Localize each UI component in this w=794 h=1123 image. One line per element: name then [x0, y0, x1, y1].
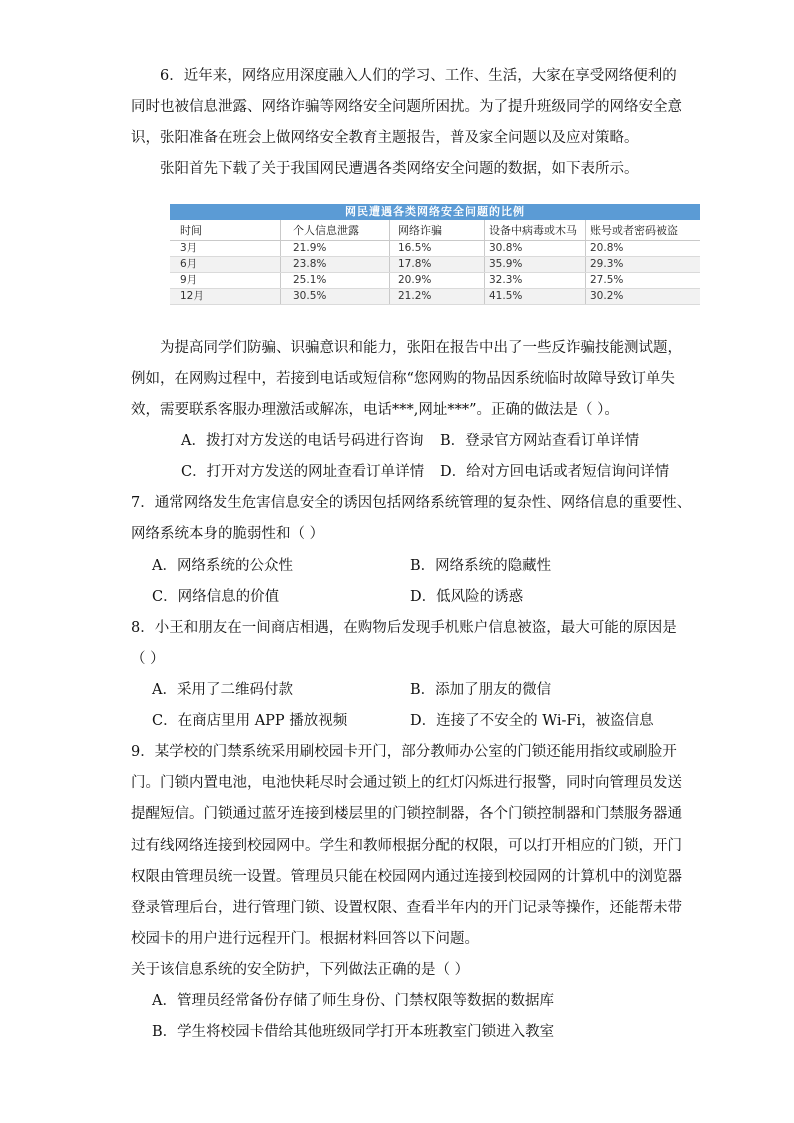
q6-option-b: B．登录官方网站查看订单详情	[440, 433, 640, 449]
table-header-row	[170, 220, 700, 241]
table-header-cell: 个人信息泄露	[281, 220, 390, 241]
table-header-cell: 时间	[170, 220, 281, 241]
q8-option-b: B．添加了朋友的微信	[410, 682, 552, 698]
q8-option-a: A．采用了二维码付款	[152, 682, 293, 698]
security-issue-table	[170, 204, 700, 305]
q9-option-a: A．管理员经常备份存储了师生身份、门禁权限等数据的数据库	[152, 993, 554, 1009]
table-cell: 30.8%	[485, 241, 586, 257]
q9-line-5: 权限由管理员统一设置。管理员只能在校园网内通过连接到校园网的计算机中的浏览器	[131, 869, 682, 885]
q6-subquestion-line-1: 为提高同学们防骗、识骗意识和能力，张阳在报告中出了一些反诈骗技能测试题，	[160, 340, 682, 356]
table-cell: 25.1%	[281, 273, 390, 289]
table-cell: 23.8%	[281, 257, 390, 273]
q9-line-4: 过有线网络连接到校园网中。学生和教师根据分配的权限，可以打开相应的门锁，开门	[131, 838, 682, 854]
table-cell: 6月	[170, 257, 281, 273]
table-row	[170, 241, 700, 257]
table-cell: 41.5%	[485, 289, 586, 305]
table-cell: 32.3%	[485, 273, 586, 289]
q9-line-1: 9．某学校的门禁系统采用刷校园卡开门，部分教师办公室的门锁还能用指纹或刷脸开	[131, 744, 677, 760]
q7-option-c: C．网络信息的价值	[152, 589, 280, 605]
table-cell: 17.8%	[390, 257, 485, 273]
q6-option-d: D．给对方回电话或者短信询问详情	[440, 464, 670, 480]
q7-option-a: A．网络系统的公众性	[152, 558, 293, 574]
table-cell: 21.2%	[390, 289, 485, 305]
q8-line-2: （ ）	[131, 651, 165, 667]
table-header-cell: 账号或者密码被盗	[586, 220, 701, 241]
q7-option-d: D．低风险的诱惑	[410, 589, 524, 605]
q8-option-c: C．在商店里用 APP 播放视频	[152, 713, 348, 729]
q7-line-2: 网络系统本身的脆弱性和（ ）	[131, 526, 325, 542]
q6-subquestion-line-3: 效，需要联系客服办理激活或解冻，电话***,网址***”。正确的做法是（ ）。	[131, 402, 619, 418]
q8-line-1: 8．小王和朋友在一间商店相遇，在购物后发现手机账户信息被盗，最大可能的原因是	[131, 620, 677, 636]
table-cell: 3月	[170, 241, 281, 257]
table-cell: 12月	[170, 289, 281, 305]
table-cell: 9月	[170, 273, 281, 289]
table-cell: 20.8%	[586, 241, 701, 257]
q6-line-1: 6．近年来，网络应用深度融入人们的学习、工作、生活，大家在享受网络便利的	[160, 68, 677, 84]
table-cell: 27.5%	[586, 273, 701, 289]
table-row	[170, 273, 700, 289]
q6-line-4: 张阳首先下载了关于我国网民遭遇各类网络安全问题的数据，如下表所示。	[160, 161, 639, 177]
q6-line-2: 同时也被信息泄露、网络诈骗等网络安全问题所困扰。为了提升班级同学的网络安全意	[131, 99, 682, 115]
q9-question-line: 关于该信息系统的安全防护，下列做法正确的是（ ）	[131, 962, 470, 978]
q7-option-b: B．网络系统的隐藏性	[410, 558, 552, 574]
table-cell: 30.2%	[586, 289, 701, 305]
table-cell: 20.9%	[390, 273, 485, 289]
q6-line-3: 识，张阳准备在班会上做网络安全教育主题报告，普及家全问题以及应对策略。	[131, 130, 639, 146]
table-cell: 16.5%	[390, 241, 485, 257]
table-cell: 21.9%	[281, 241, 390, 257]
table-caption: 网民遭遇各类网络安全问题的比例	[170, 204, 700, 220]
q6-subquestion-line-2: 例如，在网购过程中，若接到电话或短信称“您网购的物品因系统临时故障导致订单失	[131, 371, 675, 387]
q9-option-b: B．学生将校园卡借给其他班级同学打开本班教室门锁进入教室	[152, 1024, 555, 1040]
table-header-cell: 设备中病毒或木马	[485, 220, 586, 241]
q6-option-a: A．拨打对方发送的电话号码进行咨询	[181, 433, 424, 449]
table-cell: 29.3%	[586, 257, 701, 273]
q9-line-3: 提醒短信。门锁通过蓝牙连接到楼层里的门锁控制器，各个门锁控制器和门禁服务器通	[131, 806, 682, 822]
table-header-cell: 网络诈骗	[390, 220, 485, 241]
table-cell: 30.5%	[281, 289, 390, 305]
table-row	[170, 289, 700, 305]
q9-line-6: 登录管理后台，进行管理门锁、设置权限、查看半年内的开门记录等操作，还能帮未带	[131, 900, 682, 916]
q8-option-d: D．连接了不安全的 Wi-Fi，被盗信息	[410, 713, 654, 729]
table-cell: 35.9%	[485, 257, 586, 273]
q6-option-c: C．打开对方发送的网址查看订单详情	[181, 464, 425, 480]
q7-line-1: 7．通常网络发生危害信息安全的诱因包括网络系统管理的复杂性、网络信息的重要性、	[131, 495, 692, 511]
q9-line-2: 门。门锁内置电池，电池快耗尽时会通过锁上的红灯闪烁进行报警，同时向管理员发送	[131, 775, 682, 791]
q9-line-7: 校园卡的用户进行远程开门。根据材料回答以下问题。	[131, 931, 479, 947]
table-row	[170, 257, 700, 273]
